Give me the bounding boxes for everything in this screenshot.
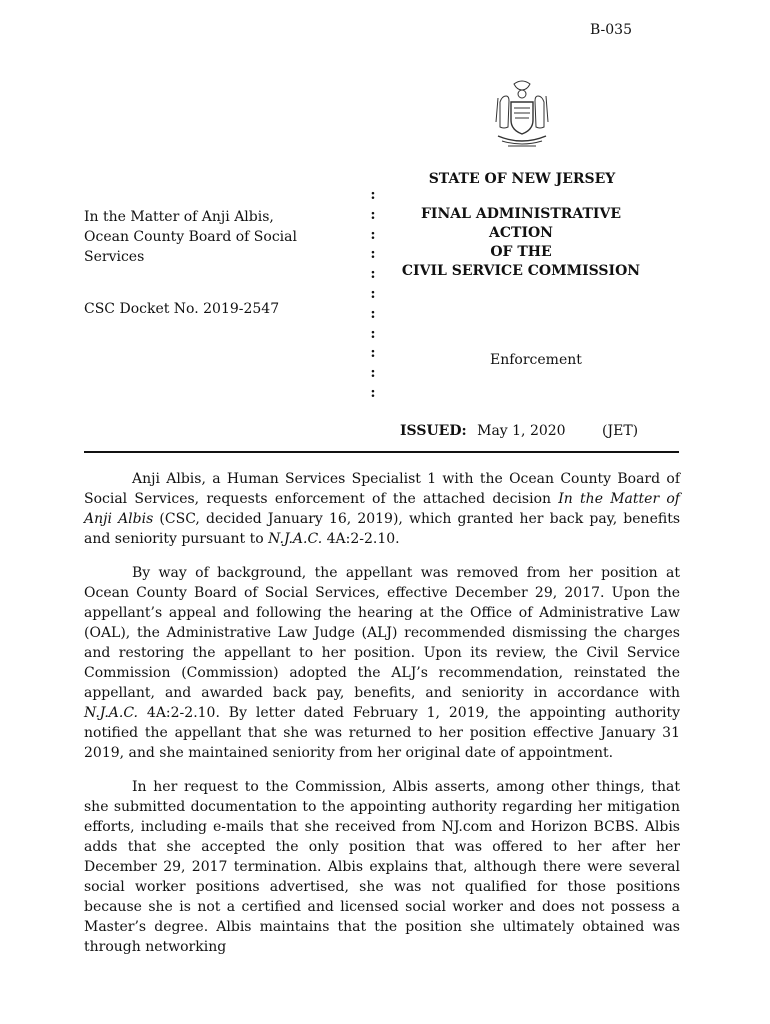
text-run: 4A:2-2.10. By letter dated February 1, 2019, the appointing authority notified the appellant that she was returned to her position effective January 31 2019, and she maintained seniority from her original date of appointment. xyxy=(84,705,680,761)
state-heading: STATE OF NEW JERSEY xyxy=(428,171,616,187)
docket-number: CSC Docket No. 2019-2547 xyxy=(84,301,280,317)
subject-label: Enforcement xyxy=(490,352,582,368)
header-rule xyxy=(84,451,679,453)
colon-mark: : xyxy=(370,384,376,401)
matter-caption xyxy=(84,207,297,267)
italic-citation: N.J.A.C. xyxy=(84,705,139,721)
matter-line: Services xyxy=(84,249,145,265)
body-paragraph xyxy=(84,469,680,549)
action-heading xyxy=(390,205,652,281)
issued-line xyxy=(400,423,638,439)
issued-label: ISSUED: xyxy=(400,423,467,439)
colon-mark: : xyxy=(370,187,376,203)
text-run: By way of background, the appellant was removed from her position at Ocean County Board of Social Services, effective December 29, 2017. Upon the appellant’s appeal and following the hearing at the Office of Administrative Law (OAL), the Administrative Law Judge (ALJ) recommended dismissing the charges and restoring the appellant to her position. Upon its review, the Civil Service Commission (Commission) adopted the ALJ’s recommendation, reinstated the appellant, and awarded back pay, benefits, and seniority in accordance with xyxy=(84,565,680,701)
colon-mark: : xyxy=(370,226,376,243)
matter-line: In the Matter of Anji Albis, xyxy=(84,209,274,225)
text-run: 4A:2-2.10. xyxy=(322,531,400,547)
matter-line: Ocean County Board of Social xyxy=(84,229,297,245)
colon-mark: : xyxy=(370,285,376,302)
colon-mark: : xyxy=(370,305,376,322)
text-run: (CSC, decided January 16, 2019), which granted her back pay, benefits and seniority pursuant to xyxy=(84,511,681,547)
action-line: FINAL ADMINISTRATIVE ACTION xyxy=(420,206,622,241)
action-line: CIVIL SERVICE COMMISSION xyxy=(401,263,641,279)
state-seal-icon xyxy=(492,78,552,150)
action-line: OF THE xyxy=(490,244,552,260)
colon-mark: : xyxy=(370,266,376,283)
body-paragraph xyxy=(84,563,680,763)
colon-mark: : xyxy=(370,365,376,382)
colon-mark: : xyxy=(370,206,376,223)
issued-date: May 1, 2020 xyxy=(477,423,566,439)
text-run: Anji Albis, a Human Services Specialist 1 with the Ocean County Board of Social Services, requests enforcement of the attached decision xyxy=(84,471,680,507)
italic-citation: In the Matter of Anji Albis xyxy=(84,491,680,527)
text-run: In her request to the Commission, Albis asserts, among other things, that she submitted documentation to the appointing authority regarding her mitigation efforts, including e-mails that she received from NJ.com and Horizon BCBS. Albis adds that she accepted the only position that was offered to her after her December 29, 2017 termination. Albis explains that, although there were several social worker positions advertised, she was not qualified for those positions because she is not a certified and licensed social worker and does not possess a Master’s degree. Albis maintains that the position she ultimately obtained was through networking xyxy=(84,779,680,955)
caption-colon-divider xyxy=(366,186,380,404)
issued-initials: (JET) xyxy=(602,423,639,439)
body-paragraph xyxy=(84,777,680,957)
italic-citation: N.J.A.C. xyxy=(268,531,323,547)
colon-mark: : xyxy=(370,345,376,362)
colon-mark: : xyxy=(370,325,376,342)
decision-body xyxy=(84,469,680,971)
colon-mark: : xyxy=(370,246,376,263)
document-id: B-035 xyxy=(590,22,632,38)
